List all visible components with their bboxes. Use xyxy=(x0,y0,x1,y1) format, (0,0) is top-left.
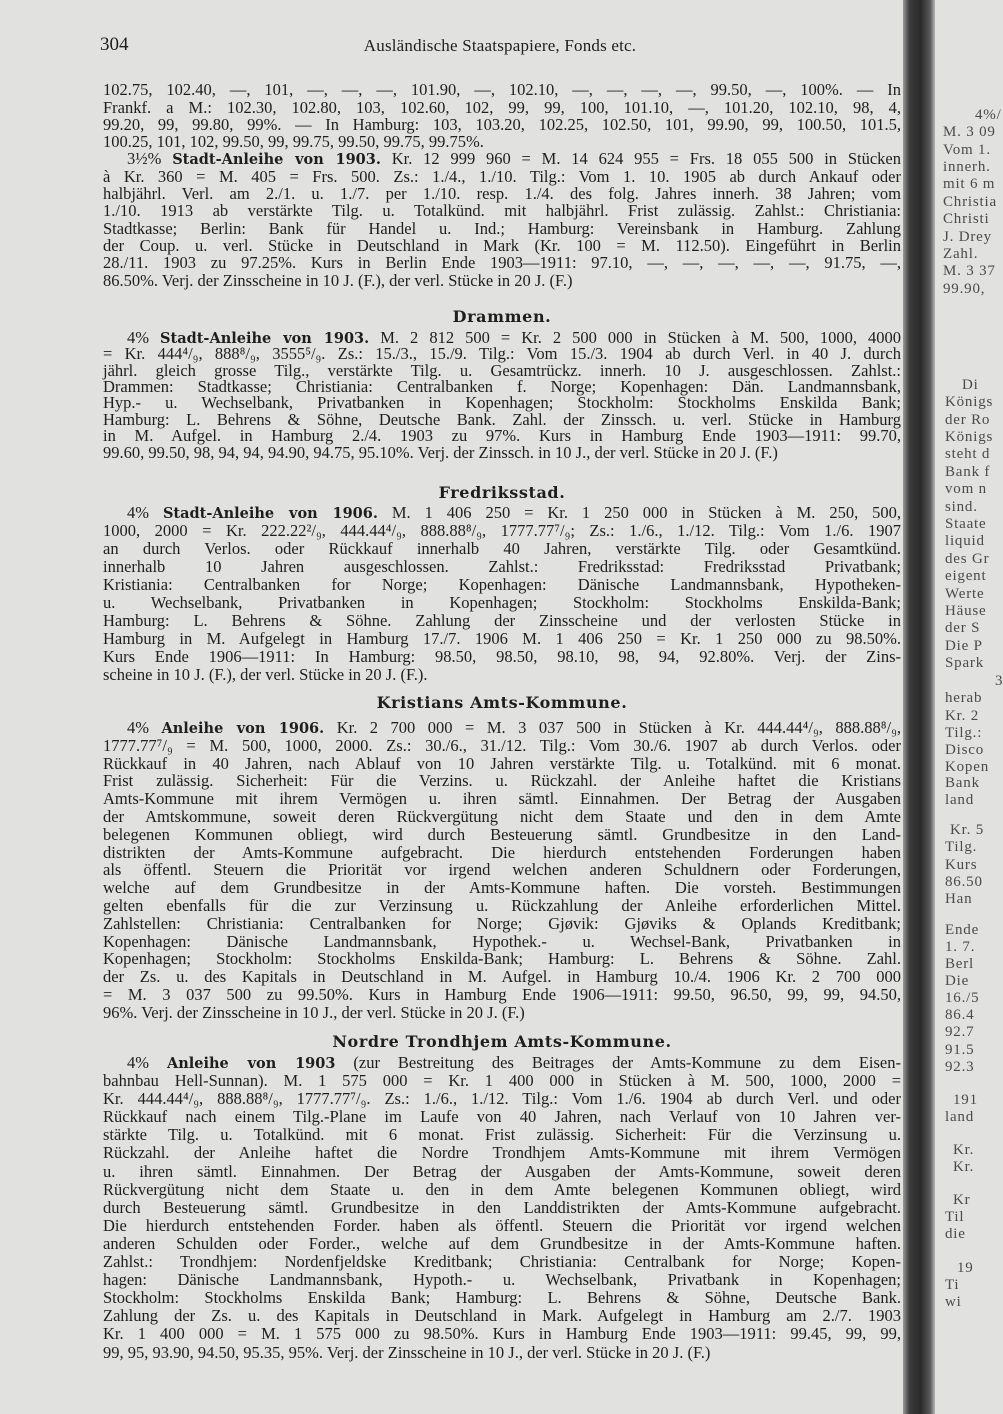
loan-title: Anleihe von 1903 xyxy=(166,1055,336,1072)
text-line xyxy=(103,1090,901,1108)
line-text: Kristiania: Centralbanken for Norge; Kopenhagen: Dänische Landmannsbank, Hypotheken- xyxy=(103,575,901,594)
adjacent-page-text: der S xyxy=(945,620,981,636)
text-line xyxy=(103,522,901,540)
adjacent-page-text: Bank f xyxy=(945,464,991,480)
adjacent-page-text: Disco xyxy=(945,742,984,758)
text-line xyxy=(103,1072,901,1090)
line-text: der Coup. u. verl. Stücke in Deutschland in Mark (Kr. 100 = M. 112.50). Eingeführt in Berlin xyxy=(103,235,901,255)
line-text: à Kr. 360 = M. 405 = Frs. 500. Zs.: 1./4., 1./10. Tilg.: Vom 1. 10. 1905 ab durch Ankauf oder xyxy=(103,166,901,186)
adjacent-page-text: 4%/ xyxy=(975,107,1002,123)
text-line xyxy=(103,185,901,202)
line-text: stärkte Tilg. u. Totalkünd. mit 6 monat. Frist zulässig. Sicherheit: Für die Verzinsung u. xyxy=(103,1125,901,1145)
adjacent-page-text: Kr. xyxy=(953,1159,975,1175)
line-text: 99.20, 99, 99.80, 99%. — In Hamburg: 103, 103.20, 102.25, 102.50, 101, 99.90, 99, 100.50, 101.5, xyxy=(103,114,901,134)
line-text: 99, 95, 93.90, 94.50, 95.35, 95%. Verj. der Zinsscheine in 10 J., der verl. Stücke in 20 J. (F.) xyxy=(103,1342,711,1362)
adjacent-page-text: 16./5 xyxy=(945,990,980,1006)
line-text: = M. 3 037 500 zu 99.50%. Kurs in Hamburg Ende 1906—1911: 99.50, 96.50, 99, 99, 94.50, xyxy=(103,984,901,1004)
line-text: 1000, 2000 = Kr. 222.22²/₉, 444.44⁴/₉, 888.88⁸/₉, 1777.77⁷/₉; Zs.: 1./6., 1./12. Tilg.: Vom 1./6. 1907 xyxy=(103,521,901,540)
line-text: Hamburg in M. Aufgelegt in Hamburg 17./7. 1906 M. 1 406 250 = Kr. 1 250 000 zu 98.50%. xyxy=(103,629,901,648)
adjacent-page-text: Zahl. xyxy=(943,246,979,262)
text-line xyxy=(103,968,901,986)
text-line xyxy=(103,1344,901,1362)
line-text: in M. Aufgel. in Hamburg 2./4. 1903 zu 97%. Kurs in Hamburg Ende 1903—1911: 99.70, xyxy=(103,426,901,446)
line-text: 100.25, 101, 102, 99.50, 99, 99.75, 99.50, 99.75, 99.75%. xyxy=(103,132,484,152)
line-text: Kopenhagen; Stockholm: Stockholms Enskilda-Bank; Hamburg: L. Behrens & Söhne. Zahl. xyxy=(103,949,901,969)
line-text: Kr. 12 999 960 = M. 14 624 955 = Frs. 18 055 500 in Stücken xyxy=(391,149,901,169)
section-heading: Fredriksstad. xyxy=(438,483,566,502)
loan-title: Stadt-Anleihe von 1906. xyxy=(162,505,378,522)
text-line xyxy=(103,1163,901,1181)
adjacent-page-text: 3 xyxy=(995,673,1003,689)
line-text: hagen: Dänische Landmannsbank, Hypoth.- u. Wechselbank, Privatbank in Kopenhagen; xyxy=(103,1270,901,1290)
adjacent-page-text: 191 xyxy=(953,1092,978,1108)
text-line xyxy=(103,630,901,648)
adjacent-page-text: Christia xyxy=(943,194,997,210)
line-text: 1./10. 1913 ab verstärkte Tilg. u. Totalkünd. mit halbjährl. Frist zulässig. Zahlst.: Christiania: xyxy=(103,201,901,221)
line-text: Frist zulässig. Sicherheit: Für die Verzins. u. Rückzahl. der Anleihe haftet die Kristians xyxy=(103,771,901,791)
line-text: (zur Bestreitung des Beitrages der Amts-Kommune zu dem Eisen- xyxy=(353,1053,901,1072)
adjacent-page-text: Kr. xyxy=(953,1142,975,1158)
line-text: an durch Verlos. oder Rückkauf innerhalb 40 Jahren, verstärkte Tilg. oder Gesamtkünd. xyxy=(103,539,901,558)
line-text: Rückvergütung nicht dem Staate u. den in dem Amte belegenen Kommunen obliegt, wird xyxy=(103,1179,901,1199)
line-text: halbjährl. Verl. am 2./1. u. 1./7. per 1./10. resp. 1./4. des folg. Jahres innerh. 38 Jahren; vom xyxy=(103,184,901,204)
line-text: 99.60, 99.50, 98, 94, 94, 94.90, 94.75, 95.10%. Verj. der Zinssch. in 10 J., der verl. Stücke in 20 J. (F.) xyxy=(103,442,778,462)
line-text: u. Wechselbank, Privatbanken in Kopenhagen; Stockholm: Stockholms Enskilda-Bank; xyxy=(103,593,901,612)
line-text: Kr. 2 700 000 = M. 3 037 500 in Stücken à Kr. 444.44⁴/₉, 888.88⁸/₉, xyxy=(336,718,901,737)
adjacent-page-text: Kopen xyxy=(945,759,989,775)
adjacent-page-text: vom n xyxy=(945,481,987,497)
rate-label: 4% xyxy=(127,718,149,737)
text-line xyxy=(103,1217,901,1235)
adjacent-page-text: Tilg.: xyxy=(945,725,983,741)
adjacent-page-text: herab xyxy=(945,690,983,706)
line-text: Rückzahl. der Anleihe haftet die Nordre Trondhjem Amts-Kommune mit ihrem Vermögen xyxy=(103,1143,901,1163)
line-text: Amts-Kommune mit ihrem Vermögen u. ihren sämtl. Einnahmen. Der Betrag der Ausgaben xyxy=(103,789,901,809)
adjacent-page-text: eigent xyxy=(945,568,987,584)
loan-title: Stadt-Anleihe von 1903. xyxy=(160,329,370,347)
adjacent-page-text: des Gr xyxy=(945,551,990,567)
adjacent-page-text: Tilg. xyxy=(945,839,978,855)
line-text: Rückkauf nach einem Tilg.-Plane im Laufe von 40 Jahren, nach Verlauf von 10 Jahren ver- xyxy=(103,1107,901,1127)
adjacent-page-text: M. 3 37 xyxy=(943,263,996,279)
line-text: 86.50%. Verj. der Zinsscheine in 10 J. (F.), der verl. Stücke in 20 J. (F.) xyxy=(103,270,573,290)
text-line xyxy=(103,612,901,630)
adjacent-page-text: Die P xyxy=(945,638,983,654)
text-line xyxy=(103,272,901,289)
text-line xyxy=(103,648,901,666)
line-text: belegenen Kommunen obliegt, wird durch Besteuerung sämtl. Grundbesitze in den Land- xyxy=(103,824,901,844)
text-line xyxy=(103,950,901,968)
line-text: jährl. gleich grosse Tilg., verstärkte Tilg. u. Gesamtrückz. innerh. 10 J. ausgeschlossen. Zahlst.: xyxy=(103,360,901,380)
adjacent-page-text: Til xyxy=(945,1209,965,1225)
adjacent-page-text: Han xyxy=(945,891,973,907)
adjacent-page-text: 19 xyxy=(957,1260,974,1276)
adjacent-page-text: 86.50 xyxy=(945,874,983,890)
text-line xyxy=(103,254,901,271)
text-line xyxy=(103,1289,901,1307)
adjacent-page-text: Christi xyxy=(943,211,990,227)
line-text: welche auf dem Grundbesitze in der Amts-Kommune haften. Die vorsteh. Bestimmungen xyxy=(103,878,901,898)
adjacent-page-text: 86.4 xyxy=(945,1007,975,1023)
adjacent-page-text: Kr. 2 xyxy=(945,708,979,724)
text-line xyxy=(103,1307,901,1325)
text-line xyxy=(103,755,901,773)
text-line xyxy=(103,861,901,879)
line-text: als öffentl. Steuern die Priorität vor irgend welchen anderen Schuldnern oder Forderungen, xyxy=(103,860,901,880)
line-text: anderen Schulden oder Forder., welche auf dem Grundbesitze in der Amts-Kommune haften. xyxy=(103,1233,901,1253)
loan-title: Stadt-Anleihe von 1903. xyxy=(172,151,381,169)
text-line xyxy=(103,442,901,462)
text-line xyxy=(103,897,901,915)
text-line xyxy=(103,576,901,594)
line-text: u. ihren sämtl. Einnahmen. Der Betrag der Ausgaben der Amts-Kommune, soweit deren xyxy=(103,1161,901,1181)
line-text: Rückkauf in 40 Jahren, nach Ablauf von 10 Jahren verstärkte Tilg. u. Totalkünd. mit 6 monat. xyxy=(103,753,901,773)
adjacent-page-text: Kr xyxy=(953,1192,971,1208)
text-line xyxy=(103,1325,901,1343)
adjacent-page-text: Berl xyxy=(945,956,975,972)
line-text: Kurs Ende 1906—1911: In Hamburg: 98.50, 98.50, 98.10, 98, 94, 92.80%. Verj. der Zins- xyxy=(103,647,901,666)
text-line xyxy=(103,540,901,558)
line-text: Kopenhagen: Dänische Landmannsbank, Hypothek.- u. Wechsel-Bank, Privatbanken in xyxy=(103,931,901,951)
text-line xyxy=(103,1126,901,1144)
line-text: M. 1 406 250 = Kr. 1 250 000 in Stücken à M. 250, 500, xyxy=(391,503,901,522)
adjacent-page-text: 92.7 xyxy=(945,1024,975,1040)
line-text: innerhalb 10 Jahren ausgeschlossen. Zahlst.: Fredriksstad: Fredriksstad Privatbank; xyxy=(103,557,901,576)
text-line xyxy=(103,986,901,1004)
line-text: Stadtkasse; Berlin: Bank für Handel u. Ind.; Hamburg: Vereinsbank in Hamburg. Zahlung xyxy=(103,218,901,238)
section-heading: Kristians Amts-Kommune. xyxy=(376,693,628,712)
line-text: Zahlung der Zs. u. des Kapitals in Deutschland in Mark. Aufgelegt in Hamburg am 2./7. 1903 xyxy=(103,1306,901,1326)
line-text: distrikten der Amts-Kommune aufgebracht. Die hierdurch entstehenden Forderungen haben xyxy=(103,842,901,862)
text-line xyxy=(103,1004,901,1022)
text-line xyxy=(103,168,901,185)
adjacent-page-text: Die xyxy=(945,973,970,989)
line-text: scheine in 10 J. (F.), der verl. Stücke in 20 J. (F.). xyxy=(103,665,428,684)
section-body xyxy=(103,504,901,684)
section-body xyxy=(103,327,901,462)
text-line xyxy=(103,81,901,98)
adjacent-page-text: Vom 1. xyxy=(943,142,991,158)
adjacent-page-text: mit 6 m xyxy=(943,176,996,192)
line-text: Hamburg: L. Behrens & Söhne, Deutsche Bank. Zahl. der Zinssch. u. verl. Stücke in Hamburg xyxy=(103,409,901,429)
section-heading: Nordre Trondhjem Amts-Kommune. xyxy=(332,1032,672,1051)
rate-label: 4% xyxy=(127,503,149,522)
line-text: Die hierdurch entstehenden Forder. haben als öffentl. Steuern die Priorität vor irgend welchen xyxy=(103,1215,901,1235)
book-gutter xyxy=(903,0,935,1414)
adjacent-page-text: J. Drey xyxy=(943,229,992,245)
text-line xyxy=(103,826,901,844)
line-text: Kr. 1 400 000 = M. 1 575 000 zu 98.50%. Kurs in Hamburg Ende 1903—1911: 99.45, 99, 99, xyxy=(103,1324,901,1344)
adjacent-page-text: 92.3 xyxy=(945,1059,975,1075)
text-line xyxy=(103,666,901,684)
adjacent-page-text: Ti xyxy=(945,1277,960,1293)
adjacent-page-text: M. 3 09 xyxy=(943,124,996,140)
line-text: Zahlstellen: Christiania: Centralbanken for Norge; Gjøvik: Gjøviks & Oplands Kreditbank; xyxy=(103,913,901,933)
text-line xyxy=(103,594,901,612)
section-body xyxy=(103,1054,901,1362)
text-line xyxy=(103,99,901,116)
text-line xyxy=(103,1235,901,1253)
running-title: Ausländische Staatspapiere, Fonds etc. xyxy=(363,36,637,55)
adjacent-page-text: Kurs xyxy=(945,857,978,873)
line-text: 102.75, 102.40, —, 101, —, —, —, 101.90, —, 102.10, —, —, —, —, 99.50, —, 100%. — In xyxy=(103,80,901,100)
section-body xyxy=(103,81,901,289)
adjacent-page-text: liquid xyxy=(945,533,985,549)
line-text: Drammen: Stadtkasse; Christiania: Centralbanken f. Norge; Kopenhagen: Dän. Landmannsbank, xyxy=(103,376,901,396)
text-line xyxy=(103,790,901,808)
adjacent-page-text: 99.90, xyxy=(943,281,986,297)
adjacent-page-text: Staate xyxy=(945,516,987,532)
adjacent-page-text: Bank xyxy=(945,775,980,791)
line-text: Stockholm: Stockholms Enskilda Bank; Hamburg: L. Behrens & Söhne, Deutsche Bank. xyxy=(103,1288,901,1308)
adjacent-page-text: land xyxy=(945,792,975,808)
text-line xyxy=(103,1199,901,1217)
text-line xyxy=(103,1181,901,1199)
text-line xyxy=(103,1253,901,1271)
text-line xyxy=(103,844,901,862)
text-line xyxy=(103,1144,901,1162)
section-heading: Drammen. xyxy=(452,307,552,326)
adjacent-page-text: Häuse xyxy=(945,603,987,619)
adjacent-page-text: 1. 7. xyxy=(945,939,976,955)
line-text: 28./11. 1903 zu 97.25%. Kurs in Berlin Ende 1903—1911: 97.10, —, —, —, —, —, 91.75, —, xyxy=(103,253,901,273)
text-line xyxy=(103,933,901,951)
line-text: Frankf. a M.: 102.30, 102.80, 103, 102.60, 102, 99, 99, 100, 101.10, —, 101.20, 102.10, 98, 4, xyxy=(103,97,901,117)
line-text: Hyp.- u. Wechselbank, Privatbanken in Kopenhagen; Stockholm: Stockholms Enskilda Bank; xyxy=(103,393,901,413)
adjacent-page-text: Werte xyxy=(945,586,985,602)
loan-title: Anleihe von 1906. xyxy=(161,720,325,737)
section-body xyxy=(103,719,901,1022)
adjacent-page-text: Ende xyxy=(945,922,980,938)
line-text: Hamburg: L. Behrens & Söhne. Zahlung der Zinsscheine und der verlosten Stücke in xyxy=(103,611,901,630)
text-line xyxy=(103,808,901,826)
adjacent-page-text: Di xyxy=(962,377,979,393)
line-text: gelten ebenfalls für die zur Verzinsung u. Rückzahlung der Anleihe erforderlichen Mittel. xyxy=(103,895,901,915)
text-line xyxy=(103,772,901,790)
text-line xyxy=(103,719,901,737)
text-line xyxy=(103,133,901,150)
adjacent-page-text: Kr. 5 xyxy=(950,822,984,838)
text-line xyxy=(103,237,901,254)
text-line xyxy=(103,202,901,219)
text-line xyxy=(103,737,901,755)
line-text: Zahlst.: Trondhjem: Nordenfjeldske Kreditbank; Christiania: Centralbank for Norge; Kopen- xyxy=(103,1252,901,1272)
adjacent-page-text: Königs xyxy=(945,429,994,445)
line-text: M. 2 812 500 = Kr. 2 500 000 in Stücken à M. 500, 1000, 4000 xyxy=(380,327,901,347)
text-line xyxy=(103,879,901,897)
text-line xyxy=(103,504,901,522)
rate-label: 4% xyxy=(127,1053,149,1072)
adjacent-page-text: steht d xyxy=(945,446,991,462)
adjacent-page-text: sind. xyxy=(945,499,978,515)
text-line xyxy=(103,558,901,576)
text-line xyxy=(103,116,901,133)
text-line xyxy=(103,1271,901,1289)
adjacent-page-text: innerh. xyxy=(943,159,991,175)
text-line xyxy=(103,915,901,933)
text-line xyxy=(103,150,901,167)
adjacent-page-text: land xyxy=(945,1109,975,1125)
text-line xyxy=(103,220,901,237)
line-text: bahnbau Hell-Sunnan). M. 1 575 000 = Kr. 1 400 000 in Stücken à M. 500, 1000, 2000 = xyxy=(103,1071,901,1091)
line-text: der Amtskommune, soweit deren Rückvergütung nicht dem Staate und den in dem Amte xyxy=(103,806,901,826)
page-number: 304 xyxy=(100,34,129,55)
adjacent-page-text: die xyxy=(945,1226,966,1242)
text-line xyxy=(103,1054,901,1072)
line-text: Kr. 444.44⁴/₉, 888.88⁸/₉, 1777.77⁷/₉. Zs.: 1./6., 1./12. Tilg.: Vom 1./6. 1904 ab durch Verl. und oder xyxy=(103,1089,901,1109)
adjacent-page-text: der Ro xyxy=(945,412,991,428)
line-text: durch Besteuerung sämtl. Grundbesitze in den Landdistrikten der Amts-Kommune aufgebracht. xyxy=(103,1197,901,1217)
line-text: 96%. Verj. der Zinsscheine in 10 J., der verl. Stücke in 20 J. (F.) xyxy=(103,1002,525,1022)
line-text: 1777.77⁷/₉ = M. 500, 1000, 2000. Zs.: 30./6., 31./12. Tilg.: Vom 30./6. 1907 ab durch Verlos. oder xyxy=(103,735,901,755)
line-text: = Kr. 444⁴/₉, 888⁸/₉, 3555⁵/₉. Zs.: 15./3., 15./9. Tilg.: Vom 15./3. 1904 ab durch Verl. in 40 J. durch xyxy=(103,344,901,364)
line-text: der Zs. u. des Kapitals in Deutschland in M. Aufgel. in Hamburg 10./4. 1906 Kr. 2 700 000 xyxy=(103,967,901,987)
adjacent-page-text: 91.5 xyxy=(945,1042,975,1058)
adjacent-page-text: Spark xyxy=(945,655,984,671)
text-line xyxy=(103,1108,901,1126)
rate-label: 3½% xyxy=(127,149,162,169)
adjacent-page-text: wi xyxy=(945,1294,962,1310)
rate-label: 4% xyxy=(127,327,149,347)
adjacent-page-text: Königs xyxy=(945,394,994,410)
